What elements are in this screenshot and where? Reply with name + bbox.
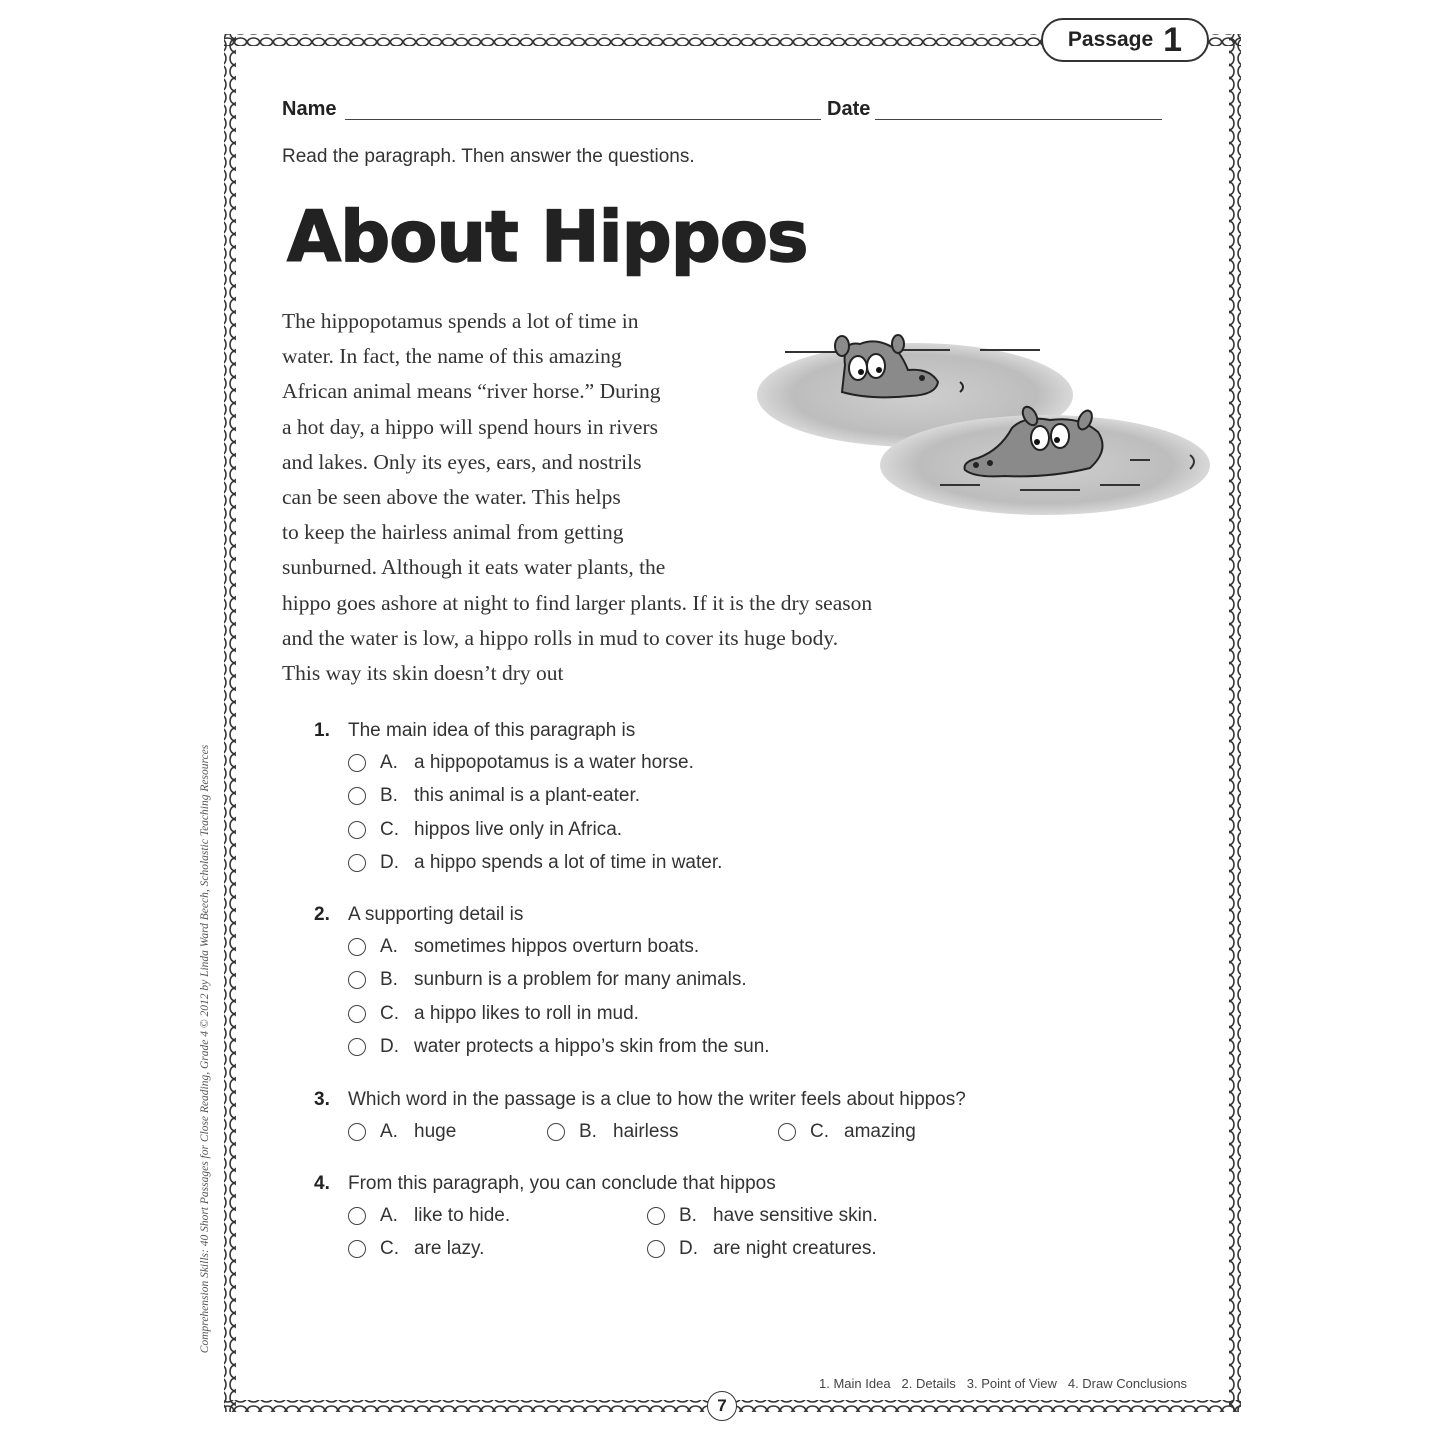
radio-button[interactable] — [647, 1240, 665, 1258]
radio-button[interactable] — [647, 1207, 665, 1225]
option-letter: C. — [380, 1002, 399, 1024]
skill-label: 1. Main Idea — [819, 1376, 891, 1391]
radio-button[interactable] — [348, 787, 366, 805]
skill-label: 4. Draw Conclusions — [1067, 1376, 1188, 1391]
option-text: sometimes hippos overturn boats. — [414, 935, 700, 957]
option-letter: A. — [380, 935, 398, 957]
answer-option[interactable] — [348, 930, 770, 964]
answer-option[interactable] — [348, 1031, 770, 1065]
name-field[interactable] — [345, 119, 821, 120]
option-letter: D. — [380, 852, 399, 874]
option-letter: C. — [380, 818, 399, 840]
skill-label: 2. Details — [901, 1376, 956, 1391]
answer-option[interactable] — [348, 964, 770, 998]
radio-button[interactable] — [348, 1240, 366, 1258]
option-text: a hippo likes to roll in mud. — [414, 1002, 639, 1024]
question-number: 3. — [314, 1089, 330, 1110]
radio-button[interactable] — [547, 1123, 565, 1141]
question-text: From this paragraph, you can conclude that hippos — [348, 1173, 776, 1194]
option-letter: B. — [380, 785, 398, 807]
option-letter: B. — [579, 1120, 597, 1142]
option-text: this animal is a plant-eater. — [414, 785, 641, 807]
answer-option[interactable] — [348, 746, 722, 780]
copyright-credit: Comprehension Skills: 40 Short Passages for Close Reading, Grade 4 © 2012 by Linda Ward Beech, Scholastic Teaching Resources — [199, 744, 211, 1354]
option-text: sunburn is a problem for many animals. — [414, 969, 747, 991]
answer-option[interactable] — [348, 1233, 647, 1267]
passage-line: hippo goes ashore at night to find larger plants. If it is the dry season — [282, 590, 873, 615]
question-1 — [314, 716, 722, 880]
answer-option[interactable] — [348, 1199, 647, 1233]
passage-number: 1 — [1163, 21, 1183, 59]
question-text: Which word in the passage is a clue to how the writer feels about hippos? — [348, 1089, 966, 1110]
option-text: hairless — [613, 1120, 679, 1142]
passage-line: water. In fact, the name of this amazing — [282, 344, 622, 369]
passage-line: can be seen above the water. This helps — [282, 484, 621, 509]
passage-label: Passage — [1067, 28, 1154, 51]
radio-button[interactable] — [348, 971, 366, 989]
option-text: are lazy. — [414, 1238, 485, 1260]
question-number: 1. — [314, 720, 330, 741]
option-letter: A. — [380, 751, 398, 773]
radio-button[interactable] — [778, 1123, 796, 1141]
option-letter: D. — [679, 1238, 698, 1260]
answer-option[interactable] — [547, 1115, 778, 1149]
instructions: Read the paragraph. Then answer the questions. — [282, 146, 695, 167]
option-letter: A. — [380, 1204, 398, 1226]
date-label: Date — [827, 98, 871, 120]
page-number: 7 — [707, 1391, 737, 1421]
answer-option[interactable] — [348, 997, 770, 1031]
page-title: About Hippos — [287, 196, 808, 278]
question-number: 2. — [314, 904, 330, 925]
option-text: huge — [414, 1120, 457, 1142]
radio-button[interactable] — [348, 1207, 366, 1225]
radio-button[interactable] — [348, 821, 366, 839]
option-text: water protects a hippo’s skin from the sun. — [414, 1036, 770, 1058]
name-label: Name — [282, 98, 337, 120]
skill-label: 3. Point of View — [966, 1376, 1057, 1391]
radio-button[interactable] — [348, 938, 366, 956]
question-text: A supporting detail is — [348, 904, 524, 925]
option-letter: C. — [810, 1120, 829, 1142]
option-letter: C. — [380, 1238, 399, 1260]
answer-option[interactable] — [348, 780, 722, 814]
answer-option[interactable] — [647, 1233, 878, 1267]
option-text: hippos live only in Africa. — [414, 818, 623, 840]
question-4 — [314, 1169, 878, 1266]
question-3 — [314, 1085, 966, 1149]
answer-option[interactable] — [348, 1115, 547, 1149]
option-text: a hippo spends a lot of time in water. — [414, 852, 723, 874]
passage-line: and lakes. Only its eyes, ears, and nostrils — [282, 449, 642, 474]
radio-button[interactable] — [348, 854, 366, 872]
passage-line: African animal means “river horse.” During — [282, 379, 661, 404]
passage-badge — [1041, 18, 1209, 62]
question-text: The main idea of this paragraph is — [348, 720, 636, 741]
option-text: are night creatures. — [713, 1238, 877, 1260]
question-2 — [314, 900, 770, 1064]
option-letter: D. — [380, 1036, 399, 1058]
radio-button[interactable] — [348, 1005, 366, 1023]
radio-button[interactable] — [348, 1038, 366, 1056]
passage-line: This way its skin doesn’t dry out — [282, 660, 564, 685]
date-field[interactable] — [875, 119, 1162, 120]
answer-option[interactable] — [348, 847, 722, 881]
skills-list — [819, 1376, 1187, 1391]
option-letter: B. — [380, 969, 398, 991]
radio-button[interactable] — [348, 754, 366, 772]
option-text: amazing — [844, 1120, 916, 1142]
passage-line: The hippopotamus spends a lot of time in — [282, 309, 639, 333]
option-text: like to hide. — [414, 1204, 511, 1226]
option-text: a hippopotamus is a water horse. — [414, 751, 694, 773]
answer-option[interactable] — [348, 813, 722, 847]
question-number: 4. — [314, 1173, 330, 1194]
passage-line: to keep the hairless animal from getting — [282, 520, 624, 545]
hippo-illustration — [750, 320, 1220, 530]
passage-line: and the water is low, a hippo rolls in mud to cover its huge body. — [282, 625, 839, 650]
passage-line: a hot day, a hippo will spend hours in rivers — [282, 414, 658, 439]
radio-button[interactable] — [348, 1123, 366, 1141]
answer-option[interactable] — [647, 1199, 878, 1233]
option-letter: B. — [679, 1204, 697, 1226]
option-text: have sensitive skin. — [713, 1204, 878, 1226]
passage-line: sunburned. Although it eats water plants, the — [282, 555, 666, 580]
option-letter: A. — [380, 1120, 398, 1142]
answer-option[interactable] — [778, 1115, 916, 1149]
